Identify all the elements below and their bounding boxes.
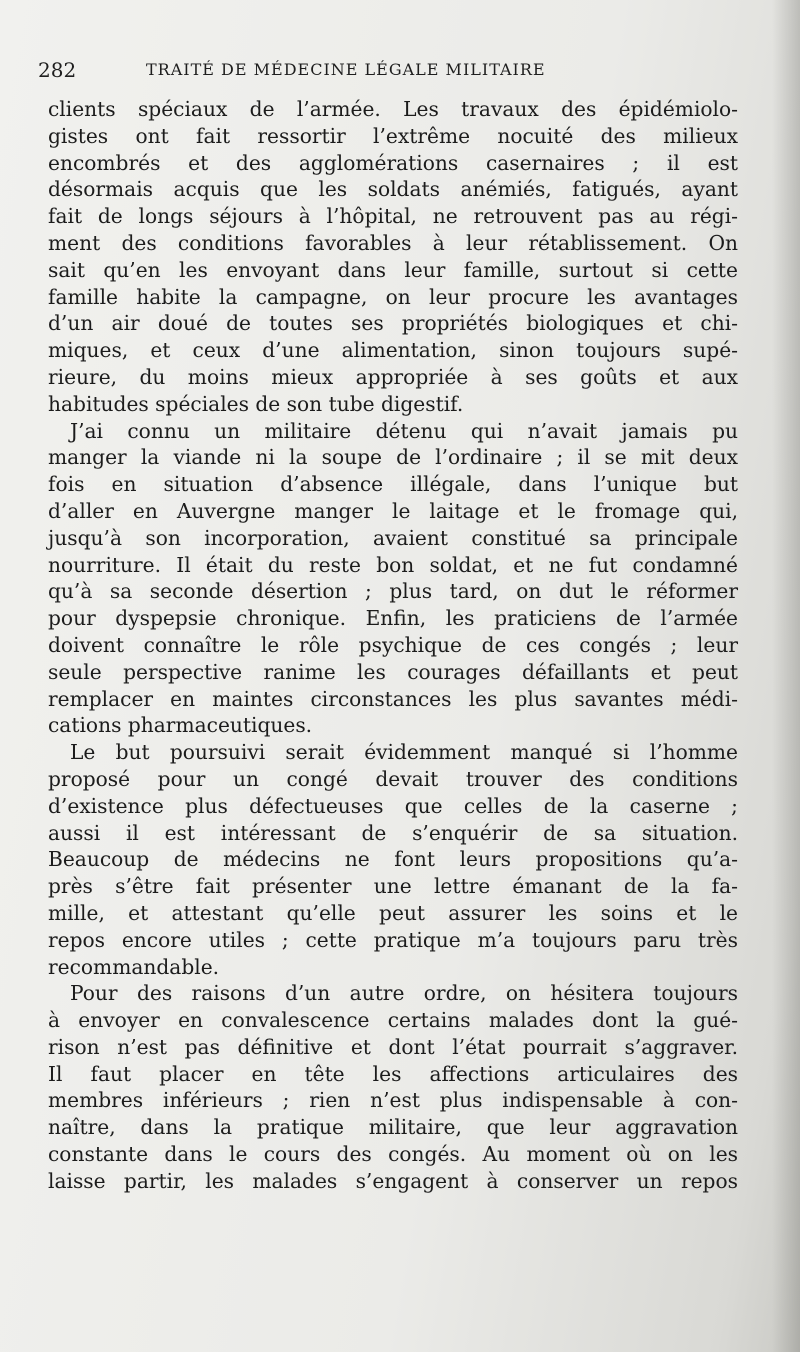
text-line: clients spéciaux de l’armée. Les travaux des épidémiolo- <box>48 97 738 121</box>
text-line: manger la viande ni la soupe de l’ordinaire ; il se mit deux <box>48 445 738 470</box>
paragraph <box>48 739 738 980</box>
paragraph <box>48 980 738 1194</box>
text-line: rieure, du moins mieux appropriée à ses goûts et aux <box>48 364 738 389</box>
text-line: nourriture. Il était du reste bon soldat, et ne fut condamné <box>48 552 738 577</box>
paragraph <box>48 418 738 740</box>
body-text <box>48 96 738 1195</box>
text-line: constante dans le cours des congés. Au moment où on les <box>48 1142 738 1167</box>
text-line: désormais acquis que les soldats anémiés, fatigués, ayant <box>48 177 738 202</box>
text-line: d’existence plus défectueuses que celles de la caserne ; <box>48 793 738 818</box>
text-line: repos encore utiles ; cette pratique m’a toujours paru très <box>48 927 738 952</box>
text-line: d’aller en Auvergne manger le laitage et le fromage qui, <box>48 498 738 523</box>
text-line: ment des conditions favorables à leur rétablissement. On <box>48 230 738 255</box>
text-line: qu’à sa seconde désertion ; plus tard, on dut le réformer <box>48 579 738 604</box>
text-line: fait de longs séjours à l’hôpital, ne retrouvent pas au régi- <box>48 204 738 229</box>
text-line: encombrés et des agglomérations casernaires ; il est <box>48 150 738 175</box>
text-line: Pour des raisons d’un autre ordre, on hésitera toujours <box>70 981 738 1006</box>
text-line: Beaucoup de médecins ne font leurs propositions qu’a- <box>48 847 738 872</box>
text-line: habitudes spéciales de son tube digestif. <box>48 391 464 416</box>
text-line: Il faut placer en tête les affections articulaires des <box>48 1061 738 1086</box>
text-line: d’un air doué de toutes ses propriétés biologiques et chi- <box>48 311 738 336</box>
text-line: J’ai connu un militaire détenu qui n’avait jamais pu <box>70 418 738 443</box>
text-line: gistes ont fait ressortir l’extrême nocuité des milieux <box>48 123 738 148</box>
text-line: famille habite la campagne, on leur procure les avantages <box>48 284 738 309</box>
text-line: doivent connaître le rôle psychique de ces congés ; leur <box>48 632 738 657</box>
text-line: miques, et ceux d’une alimentation, sinon toujours supé- <box>48 338 738 363</box>
page-header <box>38 58 738 88</box>
text-line: à envoyer en convalescence certains malades dont la gué- <box>48 1008 738 1033</box>
paragraph <box>48 96 738 418</box>
text-line: mille, et attestant qu’elle peut assurer les soins et le <box>48 900 738 925</box>
text-line: près s’être fait présenter une lettre émanant de la fa- <box>48 874 738 899</box>
text-line: aussi il est intéressant de s’enquérir de sa situation. <box>48 820 738 845</box>
text-line: fois en situation d’absence illégale, dans l’unique but <box>48 472 738 497</box>
text-line: rison n’est pas définitive et dont l’état pourrait s’aggraver. <box>48 1034 738 1059</box>
text-line: naître, dans la pratique militaire, que leur aggravation <box>48 1115 738 1140</box>
text-line: pour dyspepsie chronique. Enfin, les praticiens de l’armée <box>48 606 738 631</box>
text-line: recommandable. <box>48 954 220 979</box>
text-line: membres inférieurs ; rien n’est plus indispensable à con- <box>48 1088 738 1113</box>
text-line: sait qu’en les envoyant dans leur famille, surtout si cette <box>48 257 738 282</box>
text-line: seule perspective ranime les courages défaillants et peut <box>48 659 738 684</box>
text-line: jusqu’à son incorporation, avaient constitué sa principale <box>48 525 738 550</box>
text-line: Le but poursuivi serait évidemment manqué si l’homme <box>70 740 738 765</box>
text-line: cations pharmaceutiques. <box>48 713 313 738</box>
text-line: laisse partir, les malades s’engagent à conserver un repos <box>48 1168 738 1193</box>
spine-shadow <box>772 0 800 1352</box>
page-number: 282 <box>38 58 77 82</box>
text-line: proposé pour un congé devait trouver des conditions <box>48 766 738 791</box>
running-title: TRAITÉ DE MÉDECINE LÉGALE MILITAIRE <box>146 60 546 79</box>
text-line: remplacer en maintes circonstances les plus savantes médi- <box>48 686 738 711</box>
